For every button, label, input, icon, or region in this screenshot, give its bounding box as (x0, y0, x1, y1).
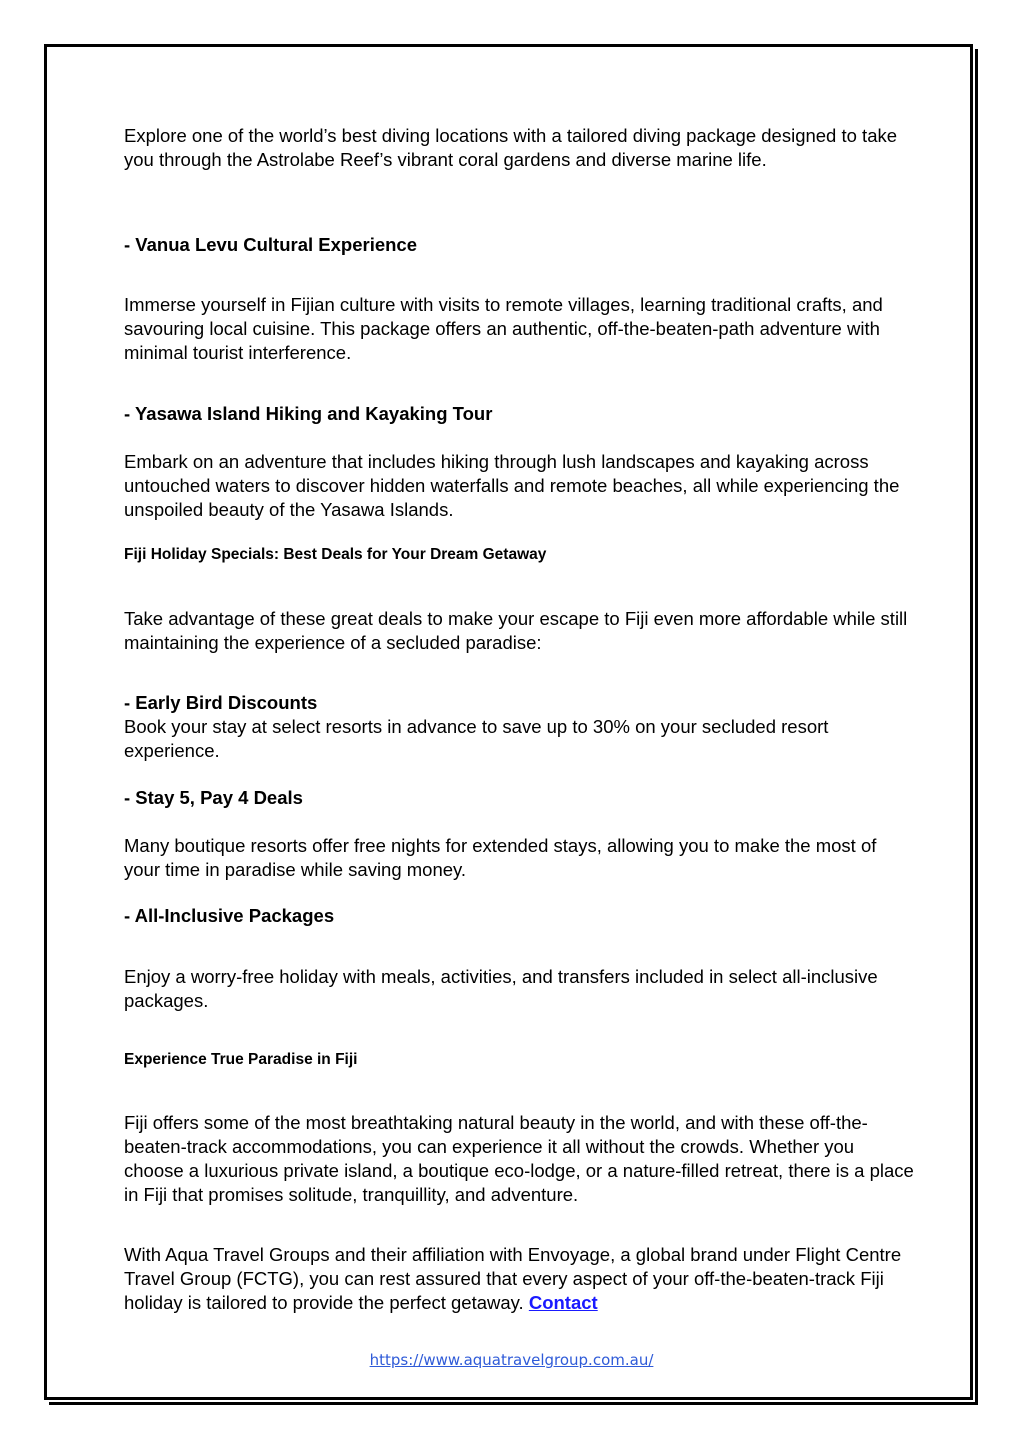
early-bird-paragraph: Book your stay at select resorts in advance to save up to 30% on your secluded resort experience. (124, 716, 829, 761)
yasawa-paragraph: Embark on an adventure that includes hiking through lush landscapes and kayaking across untouched waters to discover hidden waterfalls and remote beaches, all while experiencing the unspoiled beauty of the Yasawa Islands. (124, 451, 900, 520)
vanua-levu-paragraph: Immerse yourself in Fijian culture with visits to remote villages, learning traditional crafts, and savouring local cuisine. This package offers an authentic, off-the-beaten-path adventure with minimal tourist interference. (124, 294, 883, 363)
closing-text: With Aqua Travel Groups and their affiliation with Envoyage, a global brand under Flight Centre Travel Group (FCTG), you can rest assured that every aspect of your off-the-beaten-track Fiji holiday is tailored to provide the perfect getaway. (124, 1244, 902, 1313)
closing-paragraph (124, 1243, 914, 1315)
contact-link[interactable]: Contact (528, 1292, 598, 1313)
all-inclusive-heading: - All-Inclusive Packages (124, 905, 335, 926)
paradise-section-heading: Experience True Paradise in Fiji (124, 1051, 358, 1068)
vanua-levu-heading: - Vanua Levu Cultural Experience (124, 234, 418, 255)
all-inclusive-paragraph: Enjoy a worry-free holiday with meals, activities, and transfers included in select all-inclusive packages. (124, 966, 878, 1011)
footer-url-link[interactable]: https://www.aquatravelgroup.com.au/ (369, 1351, 654, 1369)
specials-section-heading: Fiji Holiday Specials: Best Deals for Your Dream Getaway (124, 546, 547, 563)
stay5-heading: - Stay 5, Pay 4 Deals (124, 787, 303, 808)
paradise-paragraph: Fiji offers some of the most breathtaking natural beauty in the world, and with these off-the-beaten-track accommodations, you can experience it all without the crowds. Whether you choose a luxurious private island, a boutique eco-lodge, or a nature-filled retreat, there is a place in Fiji that promises solitude, tranquillity, and adventure. (124, 1112, 914, 1205)
stay5-paragraph: Many boutique resorts offer free nights for extended stays, allowing you to make the most of your time in paradise while saving money. (124, 835, 877, 880)
intro-paragraph: Explore one of the world’s best diving locations with a tailored diving package designed to take you through the Astrolabe Reef’s vibrant coral gardens and diverse marine life. (124, 125, 898, 170)
early-bird-heading: - Early Bird Discounts (124, 692, 318, 713)
yasawa-heading: - Yasawa Island Hiking and Kayaking Tour (124, 403, 493, 424)
specials-intro-paragraph: Take advantage of these great deals to make your escape to Fiji even more affordable while still maintaining the experience of a secluded paradise: (124, 608, 908, 653)
